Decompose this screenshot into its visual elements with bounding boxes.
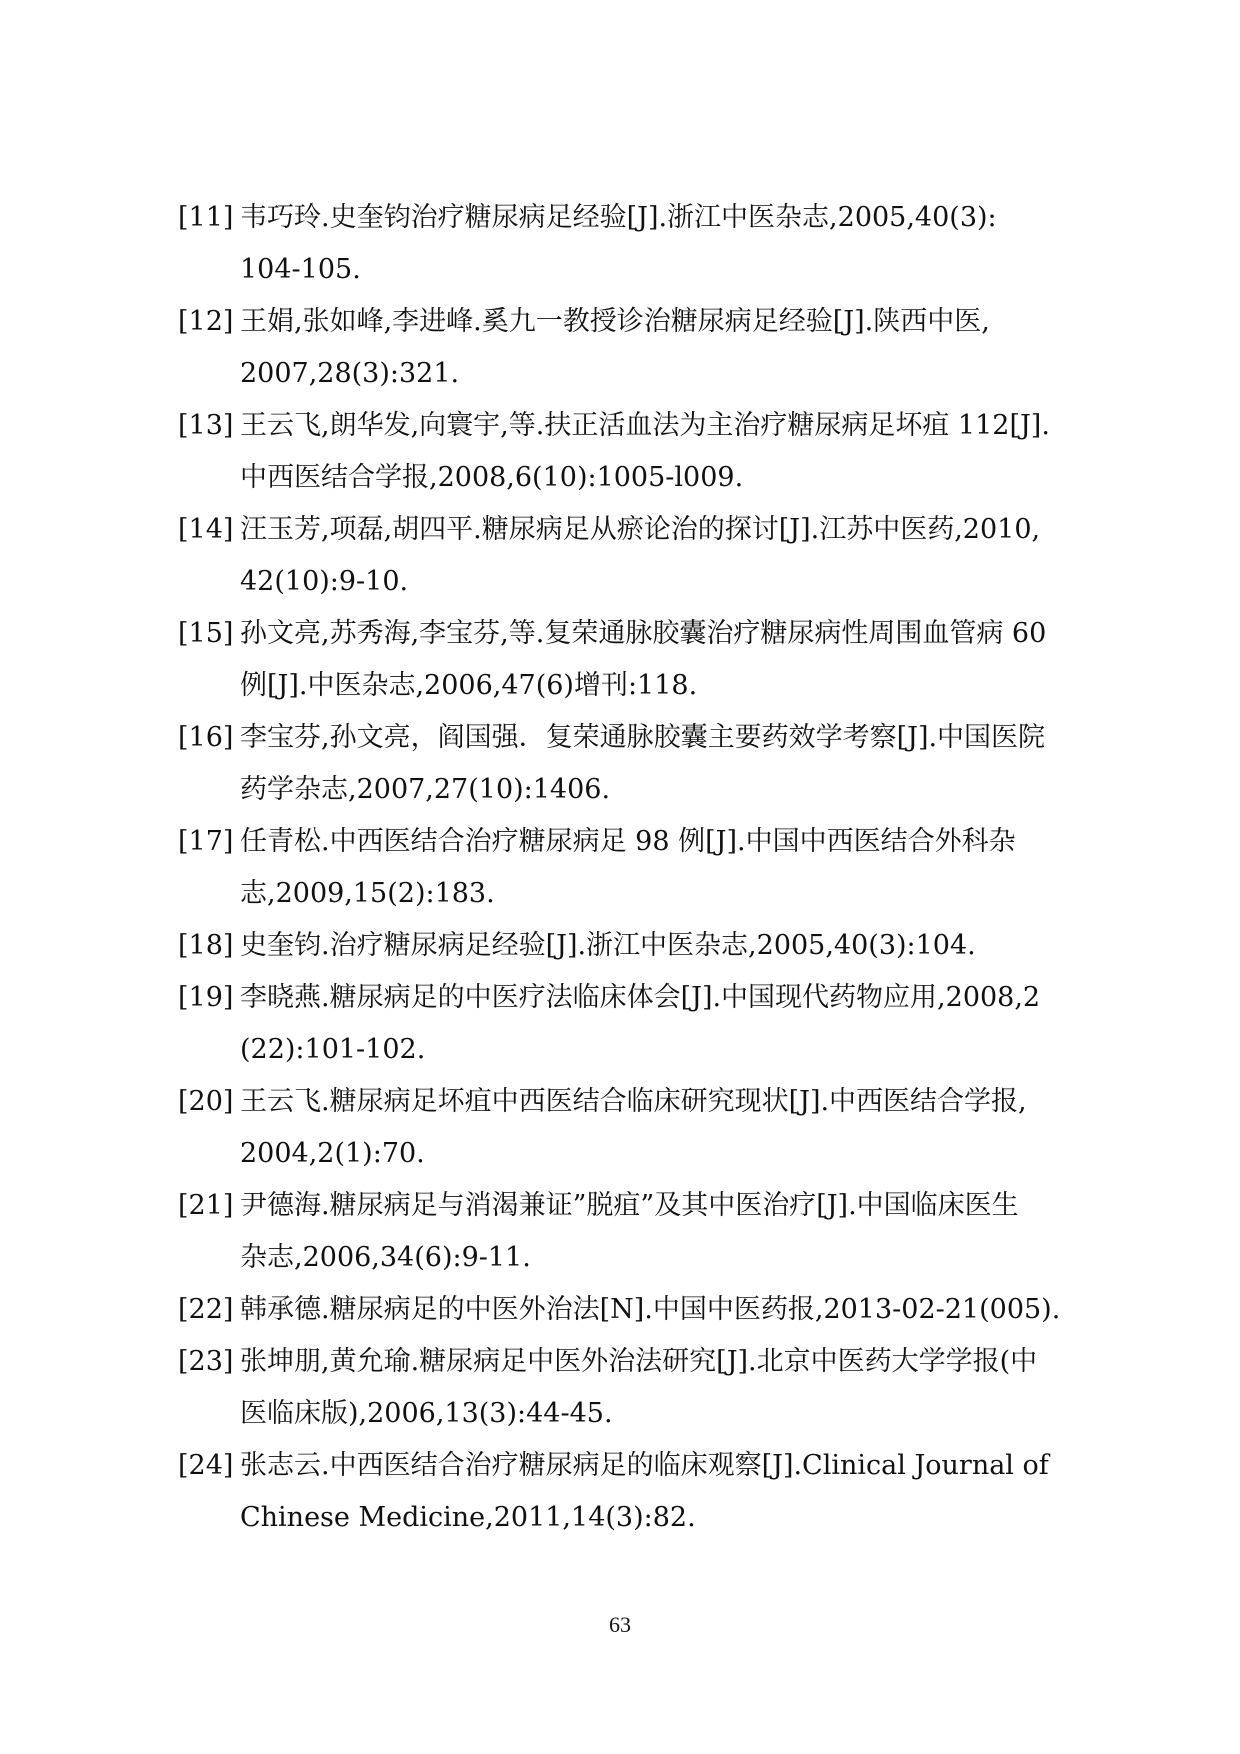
reference-item xyxy=(178,972,1088,1076)
reference-number: [19] xyxy=(178,982,234,1013)
reference-item xyxy=(178,1076,1088,1180)
reference-list xyxy=(178,192,1088,1544)
reference-item xyxy=(178,1336,1088,1440)
reference-number: [21] xyxy=(178,1190,234,1221)
reference-text-line: 韦巧玲.史奎钧治疗糖尿病足经验[J].浙江中医杂志,2005,40(3): xyxy=(240,202,997,233)
reference-text-line: 孙文亮,苏秀海,李宝芬,等.复荣通脉胶囊治疗糖尿病性周围血管病 60 xyxy=(240,618,1047,649)
reference-text-line: 李宝芬,孙文亮，阎国强．复荣通脉胶囊主要药效学考察[J].中国医院 xyxy=(240,722,1046,753)
reference-item xyxy=(178,920,1088,972)
reference-text-line: 104-105. xyxy=(240,254,361,285)
reference-text-line: 2004,2(1):70. xyxy=(240,1138,425,1169)
reference-item xyxy=(178,1180,1088,1284)
reference-number: [15] xyxy=(178,618,234,649)
reference-number: [17] xyxy=(178,826,234,857)
reference-text-line: 杂志,2006,34(6):9-11. xyxy=(240,1242,531,1273)
reference-text-line: 史奎钧.治疗糖尿病足经验[J].浙江中医杂志,2005,40(3):104. xyxy=(240,930,976,961)
reference-item xyxy=(178,1284,1088,1336)
reference-text-line: 李晓燕.糖尿病足的中医疗法临床体会[J].中国现代药物应用,2008,2 xyxy=(240,982,1041,1013)
page-number: 63 xyxy=(609,1612,631,1637)
reference-text-line: 药学杂志,2007,27(10):1406. xyxy=(240,774,611,805)
reference-number: [24] xyxy=(178,1450,234,1481)
reference-number: [23] xyxy=(178,1346,234,1377)
reference-text-line: (22):101-102. xyxy=(240,1034,426,1065)
reference-text-line: 王云飞.糖尿病足坏疽中西医结合临床研究现状[J].中西医结合学报, xyxy=(240,1086,1027,1117)
reference-text-line: 2007,28(3):321. xyxy=(240,358,460,389)
reference-item xyxy=(178,608,1088,712)
reference-text-line: 任青松.中西医结合治疗糖尿病足 98 例[J].中国中西医结合外科杂 xyxy=(240,826,1016,857)
reference-number: [11] xyxy=(178,202,234,233)
reference-text-line: 医临床版),2006,13(3):44-45. xyxy=(240,1398,613,1429)
reference-text-line: 王云飞,朗华发,向寰宇,等.扶正活血法为主治疗糖尿病足坏疽 112[J]. xyxy=(240,410,1050,441)
reference-item xyxy=(178,296,1088,400)
reference-number: [18] xyxy=(178,930,234,961)
reference-text-line: 例[J].中医杂志,2006,47(6)增刊:118. xyxy=(240,670,698,701)
reference-number: [16] xyxy=(178,722,234,753)
reference-item xyxy=(178,504,1088,608)
reference-text-line: 韩承德.糖尿病足的中医外治法[N].中国中医药报,2013-02-21(005). xyxy=(240,1294,1061,1325)
reference-text-line: 尹德海.糖尿病足与消渴兼证”脱疽”及其中医治疗[J].中国临床医生 xyxy=(240,1190,1019,1221)
reference-text-line: 王娟,张如峰,李进峰.奚九一教授诊治糖尿病足经验[J].陕西中医, xyxy=(240,306,990,337)
reference-text-line: Chinese Medicine,2011,14(3):82. xyxy=(240,1502,696,1533)
reference-item xyxy=(178,1440,1088,1544)
reference-number: [12] xyxy=(178,306,234,337)
reference-number: [13] xyxy=(178,410,234,441)
reference-text-line: 汪玉芳,项磊,胡四平.糖尿病足从瘀论治的探讨[J].江苏中医药,2010, xyxy=(240,514,1041,545)
reference-item xyxy=(178,816,1088,920)
reference-text-line: 志,2009,15(2):183. xyxy=(240,878,495,909)
reference-item xyxy=(178,400,1088,504)
reference-item xyxy=(178,712,1088,816)
reference-item xyxy=(178,192,1088,296)
reference-number: [20] xyxy=(178,1086,234,1117)
reference-text-line: 张志云.中西医结合治疗糖尿病足的临床观察[J].Clinical Journal of xyxy=(240,1450,1049,1481)
reference-number: [22] xyxy=(178,1294,234,1325)
reference-number: [14] xyxy=(178,514,234,545)
reference-text-line: 中西医结合学报,2008,6(10):1005-l009. xyxy=(240,462,744,493)
reference-text-line: 张坤朋,黄允瑜.糖尿病足中医外治法研究[J].北京中医药大学学报(中 xyxy=(240,1346,1038,1377)
reference-text-line: 42(10):9-10. xyxy=(240,566,409,597)
